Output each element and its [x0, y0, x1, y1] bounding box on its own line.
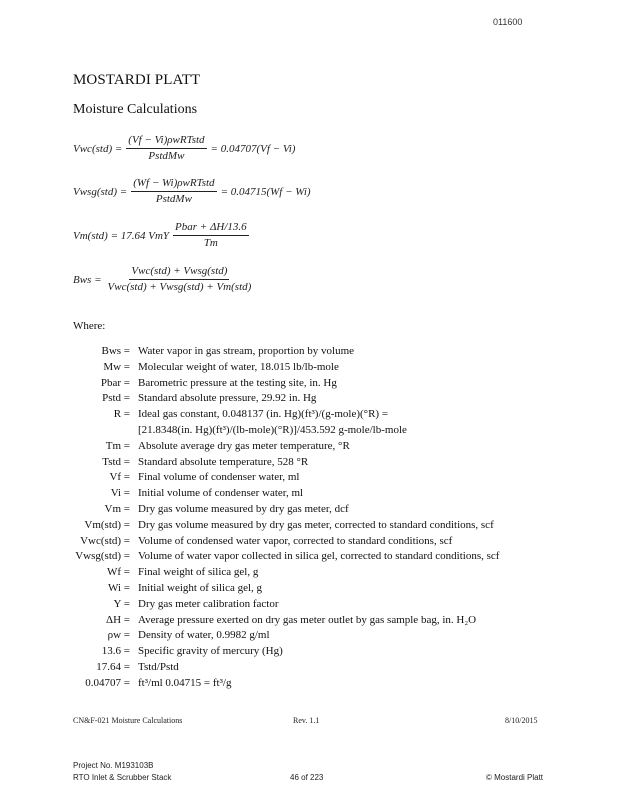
- formula-lhs: Vm(std) = 17.64 VmY: [73, 229, 170, 242]
- formula-numerator: (Vf − Vi)ρwRTstd: [126, 133, 206, 149]
- formula-fraction: [173, 220, 249, 251]
- footer-project: Project No. M193103B: [73, 761, 154, 770]
- definition-symbol: 17.64 =: [96, 661, 130, 673]
- definition-symbol: Vf =: [109, 471, 130, 484]
- where-label: Where:: [73, 320, 106, 332]
- definition-symbol: ρw =: [107, 629, 130, 642]
- definition-text: Specific gravity of mercury (Hg): [138, 645, 283, 658]
- definition-symbol: Vi =: [110, 487, 130, 500]
- formula-vm: [73, 220, 249, 251]
- definition-text: Dry gas volume measured by dry gas meter, dcf: [138, 503, 349, 515]
- definition-text: Final weight of silica gel, g: [138, 566, 259, 579]
- definition-text: Dry gas volume measured by dry gas meter, corrected to standard conditions, scf: [138, 518, 494, 531]
- definition-symbol: R =: [113, 408, 130, 421]
- formula-vwc: [73, 133, 295, 164]
- definition-text: ft³/ml 0.04715 = ft³/g: [138, 676, 232, 689]
- formula-numerator: Pbar + ΔH/13.6: [173, 220, 249, 236]
- definition-symbol: Vm(std) =: [84, 518, 130, 531]
- definition-text: Ideal gas constant, 0.048137 (in. Hg)(ft³)/(g-mole)(°R) =: [138, 408, 389, 421]
- definition-symbol: Wi =: [108, 582, 130, 594]
- definition-symbol: Bws =: [101, 345, 130, 357]
- section-title: Moisture Calculations: [73, 102, 198, 117]
- definition-text: Volume of condensed water vapor, corrected to standard conditions, scf: [138, 534, 453, 547]
- definition-symbol: Pbar =: [100, 376, 130, 389]
- definition-text: Standard absolute pressure, 29.92 in. Hg: [138, 392, 317, 405]
- definition-text: Average pressure exerted on dry gas meter outlet by gas sample bag, in. H₂O: [138, 613, 477, 626]
- definition-text: Initial weight of silica gel, g: [138, 582, 263, 594]
- footer-doc-name: CN&F-021 Moisture Calculations: [73, 716, 183, 725]
- formula-fraction: [131, 176, 216, 207]
- footer-page: 46 of 223: [290, 773, 324, 782]
- definition-text: Standard absolute temperature, 528 °R: [138, 455, 309, 468]
- definition-text: Tstd/Pstd: [138, 661, 179, 673]
- formula-numerator: (Wf − Wi)ρwRTstd: [131, 176, 216, 192]
- definition-symbol: 13.6 =: [101, 645, 130, 658]
- definition-symbol: Vwc(std) =: [80, 534, 130, 547]
- definition-text: Final volume of condenser water, ml: [138, 471, 300, 484]
- definition-symbol: 0.04707 =: [85, 676, 130, 689]
- formula-lhs: Bws =: [73, 273, 102, 286]
- formula-rhs: = 0.04715(Wf − Wi): [220, 185, 311, 198]
- definition-text: Molecular weight of water, 18.015 lb/lb-mole: [138, 360, 339, 373]
- definition-text: Volume of water vapor collected in silica gel, corrected to standard conditions, scf: [138, 550, 500, 563]
- footer-date: 8/10/2015: [505, 716, 538, 725]
- formula-bws: [73, 264, 253, 295]
- footer-revision: Rev. 1.1: [293, 716, 320, 725]
- definition-text: Initial volume of condenser water, ml: [138, 487, 304, 500]
- formula-lhs: Vwc(std) =: [73, 142, 123, 155]
- formula-fraction: [126, 133, 206, 164]
- formula-denominator: Vwc(std) + Vwsg(std) + Vm(std): [107, 281, 252, 293]
- definition-symbol: Pstd =: [102, 392, 130, 405]
- definition-symbol: Wf =: [107, 566, 130, 579]
- formula-denominator: PstdMw: [155, 193, 192, 205]
- definition-symbol: Vm =: [104, 503, 130, 515]
- footer-location: RTO Inlet & Scrubber Stack: [73, 773, 172, 782]
- definition-symbol: Tm =: [105, 439, 130, 452]
- formula-denominator: Tm: [203, 237, 218, 249]
- definition-text: Barometric pressure at the testing site, in. Hg: [138, 376, 337, 389]
- formula-vwsg: [73, 176, 311, 207]
- definition-symbol: ΔH =: [106, 613, 130, 626]
- definition-text: Absolute average dry gas meter temperature, °R: [138, 439, 350, 452]
- definition-text: Density of water, 0.9982 g/ml: [138, 629, 270, 642]
- footer-copyright: © Mostardi Platt: [486, 773, 544, 782]
- definition-symbol: Vwsg(std) =: [75, 550, 130, 563]
- formula-fraction: [106, 264, 254, 295]
- formula-lhs: Vwsg(std) =: [73, 185, 128, 198]
- definition-symbol: Mw =: [103, 360, 130, 373]
- definition-text: Dry gas meter calibration factor: [138, 597, 279, 610]
- formula-denominator: PstdMw: [148, 150, 185, 162]
- definition-symbol: Y =: [113, 597, 130, 610]
- document-number: 011600: [493, 17, 523, 27]
- definition-symbol: Tstd =: [102, 455, 130, 468]
- definition-text: [21.8348(in. Hg)(ft³)/(lb-mole)(°R)]/453.592 g-mole/lb-mole: [138, 424, 407, 436]
- company-name: MOSTARDI PLATT: [73, 72, 201, 88]
- definition-text: Water vapor in gas stream, proportion by volume: [138, 345, 355, 357]
- formula-numerator: Vwc(std) + Vwsg(std): [129, 264, 229, 280]
- formula-rhs: = 0.04707(Vf − Vi): [210, 142, 296, 155]
